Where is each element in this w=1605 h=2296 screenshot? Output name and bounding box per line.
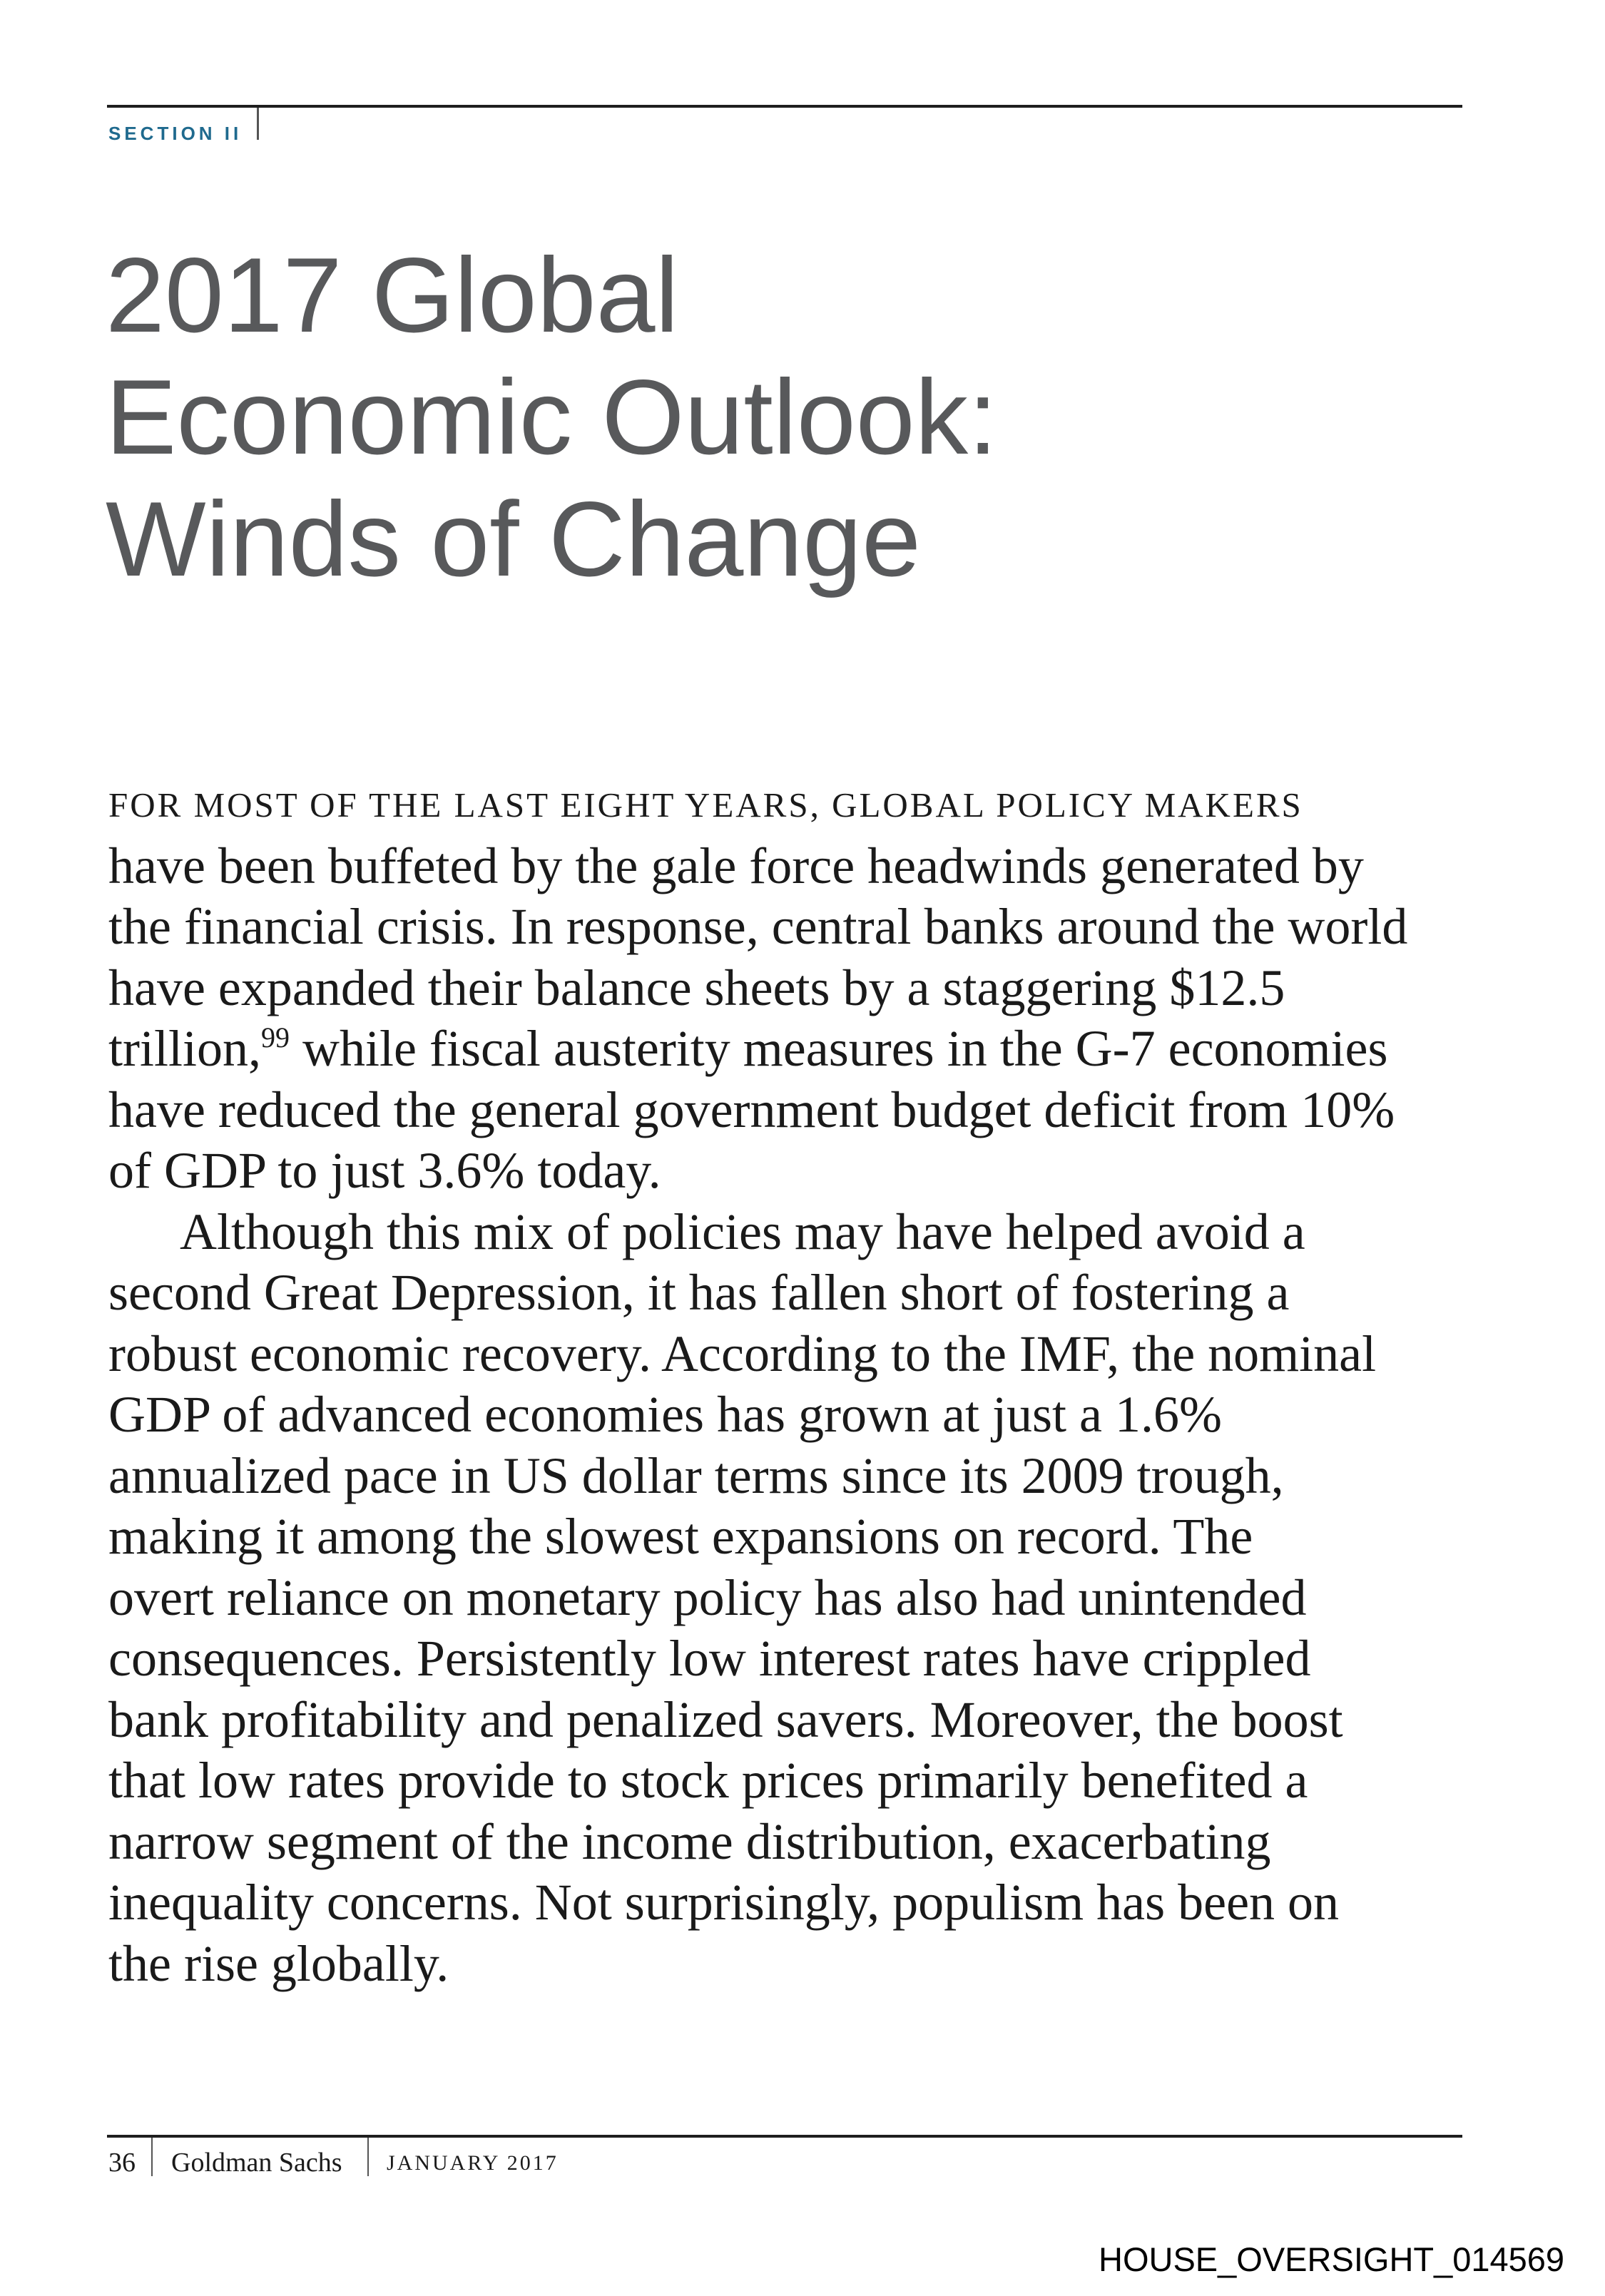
body-line: annualized pace in US dollar terms since its 2009 trough,	[108, 1447, 1284, 1504]
body-line: second Great Depression, it has fallen short of fostering a	[108, 1264, 1290, 1321]
body-text: while fiscal austerity measures in the G-7 economies	[290, 1020, 1388, 1077]
lead-in: FOR MOST OF THE LAST EIGHT YEARS, GLOBAL POLICY MAKERS	[108, 785, 1303, 825]
body-line: have expanded their balance sheets by a staggering $12.5	[108, 959, 1285, 1016]
body-line: of GDP to just 3.6% today.	[108, 1142, 661, 1199]
footnote-ref: 99	[261, 1021, 290, 1053]
body-line	[108, 1019, 1464, 1080]
body-line: Although this mix of policies may have helped avoid a	[180, 1203, 1305, 1260]
body-line: GDP of advanced economies has grown at just a 1.6%	[108, 1386, 1222, 1443]
title-line: Winds of Change	[106, 479, 921, 598]
body-line: narrow segment of the income distribution, exacerbating	[108, 1812, 1271, 1870]
section-label: SECTION II	[108, 123, 243, 144]
title-line: 2017 Global	[106, 235, 679, 354]
body-line: the rise globally.	[108, 1934, 449, 1992]
body-line: robust economic recovery. According to the IMF, the nominal	[108, 1325, 1377, 1382]
top-rule	[107, 105, 1462, 108]
body-line: the financial crisis. In response, central banks around the world	[108, 898, 1408, 955]
body-line: bank profitability and penalized savers. Moreover, the boost	[108, 1690, 1343, 1748]
body-line: inequality concerns. Not surprisingly, populism has been on	[108, 1874, 1340, 1931]
document-id: HOUSE_OVERSIGHT_014569	[1099, 2240, 1565, 2278]
footer-date: JANUARY 2017	[387, 2151, 559, 2175]
bottom-rule	[107, 2135, 1462, 2138]
body-line: that low rates provide to stock prices primarily benefited a	[108, 1752, 1308, 1809]
page-number: 36	[108, 2148, 136, 2178]
body-line: overt reliance on monetary policy has also had unintended	[108, 1568, 1307, 1626]
footer-divider	[367, 2138, 369, 2176]
body-line: have reduced the general government budget deficit from 10%	[108, 1081, 1395, 1138]
body-line: making it among the slowest expansions on record. The	[108, 1508, 1253, 1565]
title-line: Economic Outlook:	[106, 357, 998, 476]
page-title	[106, 234, 1247, 600]
article-body	[108, 775, 1464, 1994]
body-text: trillion,	[108, 1020, 261, 1077]
footer-company: Goldman Sachs	[171, 2148, 342, 2178]
body-line: consequences. Persistently low interest rates have crippled	[108, 1630, 1311, 1687]
section-divider	[257, 108, 259, 140]
footer-divider	[151, 2138, 153, 2176]
body-line: have been buffeted by the gale force headwinds generated by	[108, 837, 1364, 894]
